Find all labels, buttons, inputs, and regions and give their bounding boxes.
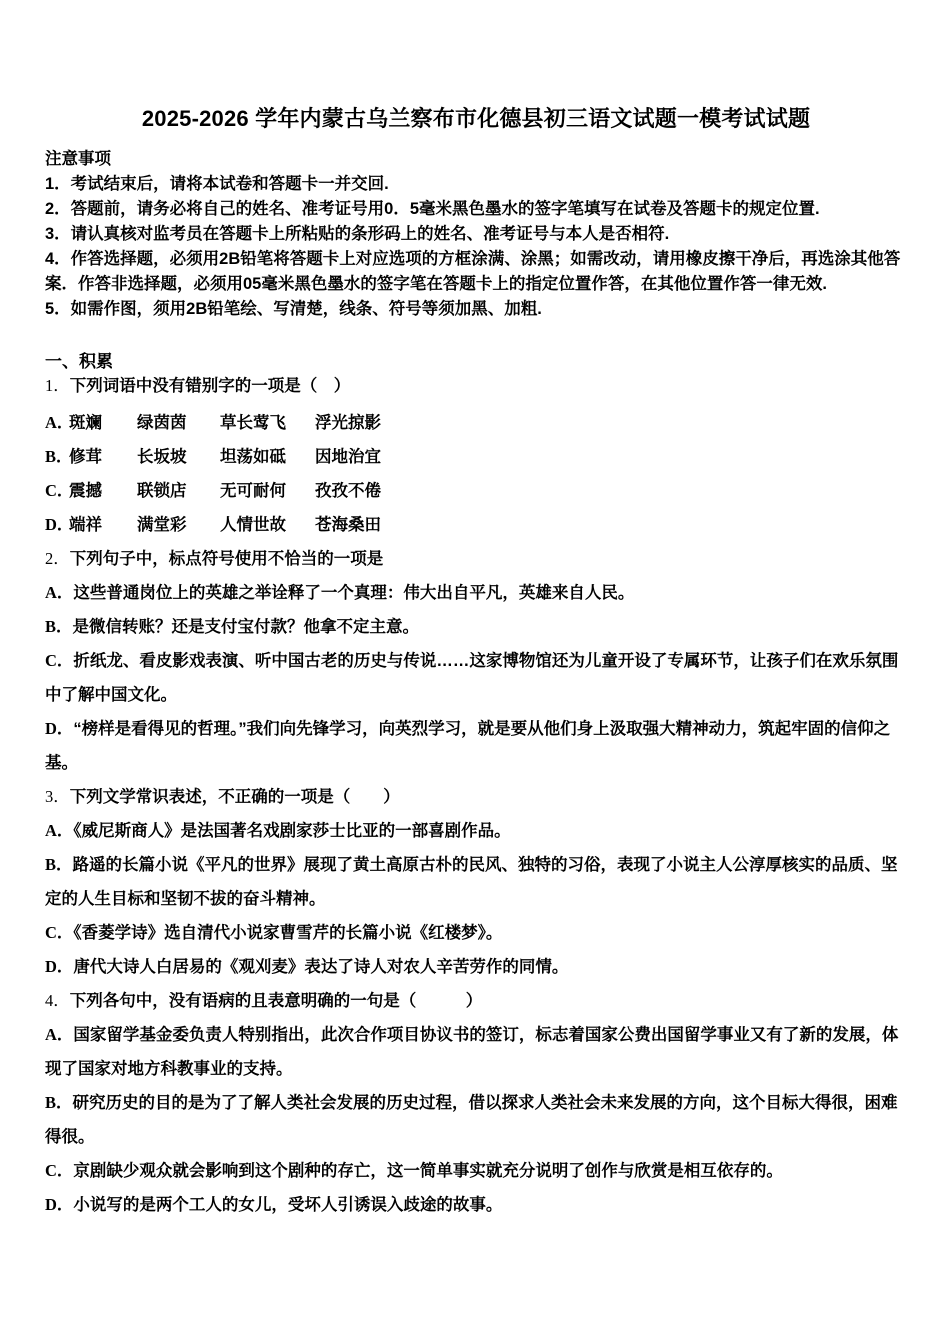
option-word: 因地治宜 — [315, 448, 381, 466]
option-paragraph-c — [45, 916, 907, 950]
option-paragraph-d — [45, 1188, 907, 1222]
option-word: 苍海桑田 — [315, 516, 381, 534]
option-word: 草长莺飞 — [220, 414, 286, 432]
option-word: 修茸 — [69, 448, 102, 466]
question-stem-text: 下列词语中没有错别字的一项是（ ） — [69, 377, 351, 395]
option-paragraph-d — [45, 712, 907, 780]
option-paragraph-a — [45, 576, 907, 610]
option-text: 这些普通岗位上的英雄之举诠释了一个真理：伟大出自平凡，英雄来自人民。 — [73, 584, 635, 602]
option-label: D． — [45, 515, 74, 534]
option-row-b — [45, 440, 907, 474]
notice-item: 3．请认真核对监考员在答题卡上所粘贴的条形码上的姓名、准考证号与本人是否相符. — [45, 225, 670, 243]
notice-heading: 注意事项 — [45, 150, 111, 168]
option-word: 斑斓 — [69, 414, 102, 432]
question-1-options — [45, 406, 907, 542]
option-text: 《威尼斯商人》是法国著名戏剧家莎士比亚的一部喜剧作品。 — [73, 822, 511, 840]
option-paragraph-b — [45, 1086, 907, 1154]
question-1-stem — [45, 374, 907, 398]
option-text: 唐代大诗人白居易的《观刈麦》表达了诗人对农人辛苦劳作的同情。 — [73, 958, 569, 976]
option-paragraph-b — [45, 610, 907, 644]
option-paragraph-c — [45, 1154, 907, 1188]
option-label: D． — [45, 1195, 74, 1214]
option-word: 绿茵茵 — [137, 414, 187, 432]
option-text: “榜样是看得见的哲理。”我们向先锋学习，向英烈学习，就是要从他们身上汲取强大精神动力，筑起牢固的信仰之基。 — [45, 720, 891, 772]
option-word: 孜孜不倦 — [315, 482, 381, 500]
option-row-a — [45, 406, 907, 440]
page-title: 2025-2026 学年内蒙古乌兰察布市化德县初三语文试题一模考试试题 — [141, 106, 811, 131]
option-label: A． — [45, 413, 74, 432]
option-word: 长坂坡 — [137, 448, 187, 466]
option-label: D． — [45, 957, 74, 976]
option-word: 震撼 — [69, 482, 102, 500]
option-label: D． — [45, 719, 74, 738]
question-2-stem — [45, 542, 907, 576]
question-4-stem — [45, 984, 907, 1018]
option-label: C． — [45, 481, 74, 500]
option-label: B． — [45, 617, 73, 636]
option-paragraph-b — [45, 848, 907, 916]
option-word: 无可耐何 — [220, 482, 286, 500]
question-stem-text: 下列句子中，标点符号使用不恰当的一项是 — [69, 550, 384, 568]
question-stem-text: 下列各句中，没有语病的且表意明确的一句是（ ） — [69, 992, 483, 1010]
notice-item: 2．答题前，请务必将自己的姓名、准考证号用0．5毫米黑色墨水的签字笔填写在试卷及答题卡的规定位置. — [45, 200, 820, 218]
question-number: 3． — [45, 787, 70, 806]
option-text: 研究历史的目的是为了了解人类社会发展的历史过程，借以探求人类社会未来发展的方向，这个目标大得很，困难得很。 — [45, 1094, 898, 1146]
option-label: A． — [45, 1025, 74, 1044]
question-stem-text: 下列文学常识表述，不正确的一项是（ ） — [69, 788, 400, 806]
question-number: 2． — [45, 549, 70, 568]
question-number: 4． — [45, 991, 70, 1010]
option-label: C． — [45, 923, 74, 942]
option-row-c — [45, 474, 907, 508]
option-paragraph-c — [45, 644, 907, 712]
option-text: 折纸龙、看皮影戏表演、听中国古老的历史与传说……这家博物馆还为儿童开设了专属环节，让孩子们在欢乐氛围中了解中国文化。 — [45, 652, 899, 704]
option-word: 满堂彩 — [137, 516, 187, 534]
option-label: B． — [45, 855, 73, 874]
option-word: 坦荡如砥 — [220, 448, 286, 466]
option-row-d — [45, 508, 907, 542]
option-word: 浮光掠影 — [315, 414, 381, 432]
option-label: A． — [45, 583, 74, 602]
option-paragraph-a — [45, 1018, 907, 1086]
section-heading: 一、积累 — [45, 352, 113, 371]
option-label: B． — [45, 1093, 73, 1112]
option-paragraph-d — [45, 950, 907, 984]
notice-item: 1．考试结束后，请将本试卷和答题卡一并交回. — [45, 175, 389, 193]
option-word: 人情世故 — [220, 516, 286, 534]
option-text: 路遥的长篇小说《平凡的世界》展现了黄土高原古朴的民风、独特的习俗，表现了小说主人公淳厚核实的品质、坚定的人生目标和坚韧不拔的奋斗精神。 — [45, 856, 898, 908]
option-text: 小说写的是两个工人的女儿，受坏人引诱误入歧途的故事。 — [73, 1196, 503, 1214]
notice-item: 4．作答选择题，必须用2B铅笔将答题卡上对应选项的方框涂满、涂黑；如需改动，请用橡皮擦干净后，再选涂其他答案．作答非选择题，必须用05毫米黑色墨水的签字笔在答题卡上的指定位置作答，在其他位置作答一律无效. — [45, 250, 901, 293]
option-label: B． — [45, 447, 73, 466]
notice-item: 5．如需作图，须用2B铅笔绘、写清楚，线条、符号等须加黑、加粗. — [45, 300, 542, 318]
option-label: A． — [45, 821, 74, 840]
option-word: 联锁店 — [137, 482, 187, 500]
option-label: C． — [45, 651, 74, 670]
option-label: C． — [45, 1161, 74, 1180]
option-text: 京剧缺少观众就会影响到这个剧种的存亡，这一简单事实就充分说明了创作与欣赏是相互依存的。 — [73, 1162, 783, 1180]
question-number: 1． — [45, 376, 70, 395]
option-paragraph-a — [45, 814, 907, 848]
option-word: 端祥 — [69, 516, 102, 534]
question-3-stem — [45, 780, 907, 814]
option-text: 《香菱学诗》选自清代小说家曹雪芹的长篇小说《红楼梦》。 — [73, 924, 503, 942]
option-text: 是微信转账？还是支付宝付款？他拿不定主意。 — [72, 618, 420, 636]
option-text: 国家留学基金委负责人特别指出，此次合作项目协议书的签订，标志着国家公费出国留学事业又有了新的发展，体现了国家对地方科教事业的支持。 — [45, 1026, 899, 1078]
notice-section — [45, 147, 907, 322]
